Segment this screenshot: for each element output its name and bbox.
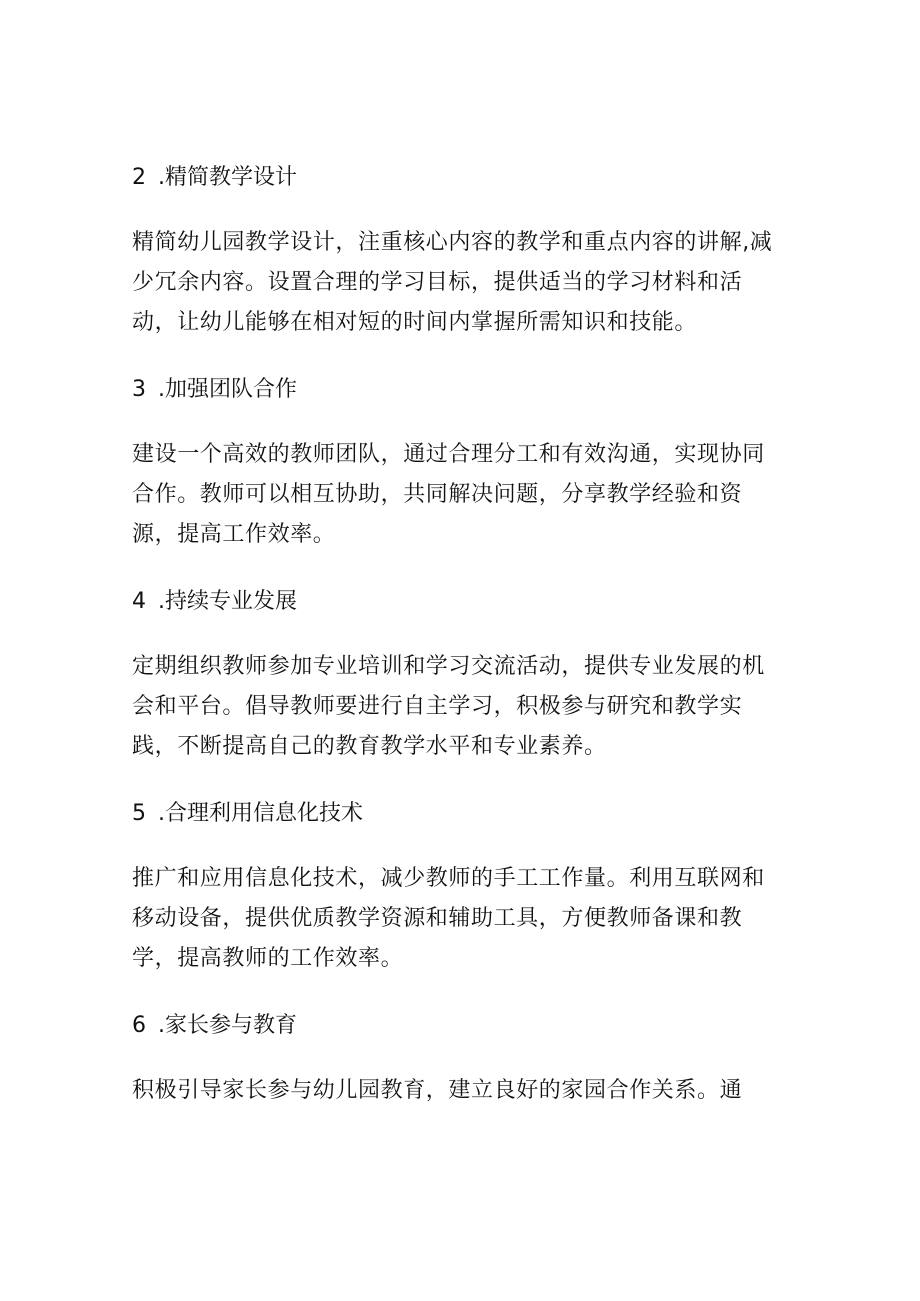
section-paragraph — [132, 223, 797, 343]
section-heading — [132, 795, 797, 833]
section-paragraph — [132, 647, 797, 767]
section-paragraph — [132, 1071, 797, 1111]
section-number: 4 — [132, 589, 146, 614]
section-number: 3 — [132, 377, 146, 402]
document-body — [132, 159, 797, 1139]
paragraph-line: 动，让幼儿能够在相对短的时间内掌握所需知识和技能。 — [132, 310, 698, 335]
section-paragraph — [132, 435, 797, 555]
section-title: .精简教学设计 — [158, 165, 297, 190]
paragraph-line: 积极引导家长参与幼儿园教育，建立良好的家园合作关系。通 — [132, 1078, 743, 1103]
section-heading — [132, 583, 797, 621]
paragraph-line: 源，提高工作效率。 — [132, 522, 336, 547]
section-title: .合理利用信息化技术 — [158, 801, 363, 826]
section-title: .持续专业发展 — [158, 589, 297, 614]
paragraph-line: 学，提高教师的工作效率。 — [132, 946, 404, 971]
paragraph-line: 推广和应用信息化技术，减少教师的手工工作量。利用互联网和 — [132, 866, 765, 891]
paragraph-line: 合作。教师可以相互协助，共同解决问题，分享教学经验和资 — [132, 482, 743, 507]
paragraph-line: 精简幼儿园教学设计，注重核心内容的教学和重点内容的讲解,减 — [132, 230, 773, 255]
section-heading — [132, 1007, 797, 1045]
section-title: .家长参与教育 — [158, 1013, 297, 1038]
paragraph-line: 移动设备，提供优质教学资源和辅助工具，方便教师备课和教 — [132, 906, 743, 931]
paragraph-line: 建设一个高效的教师团队，通过合理分工和有效沟通，实现协同 — [132, 442, 765, 467]
section-title: .加强团队合作 — [158, 377, 297, 402]
paragraph-line: 定期组织教师参加专业培训和学习交流活动，提供专业发展的机 — [132, 654, 765, 679]
paragraph-line: 践，不断提高自己的教育教学水平和专业素养。 — [132, 734, 607, 759]
paragraph-line: 会和平台。倡导教师要进行自主学习，积极参与研究和教学实 — [132, 694, 743, 719]
paragraph-line: 少冗余内容。设置合理的学习目标，提供适当的学习材料和活 — [132, 270, 743, 295]
section-number: 5 — [132, 801, 146, 826]
section-number: 2 — [132, 165, 146, 190]
section-number: 6 — [132, 1013, 146, 1038]
section-heading — [132, 371, 797, 409]
section-heading — [132, 159, 797, 197]
section-paragraph — [132, 859, 797, 979]
